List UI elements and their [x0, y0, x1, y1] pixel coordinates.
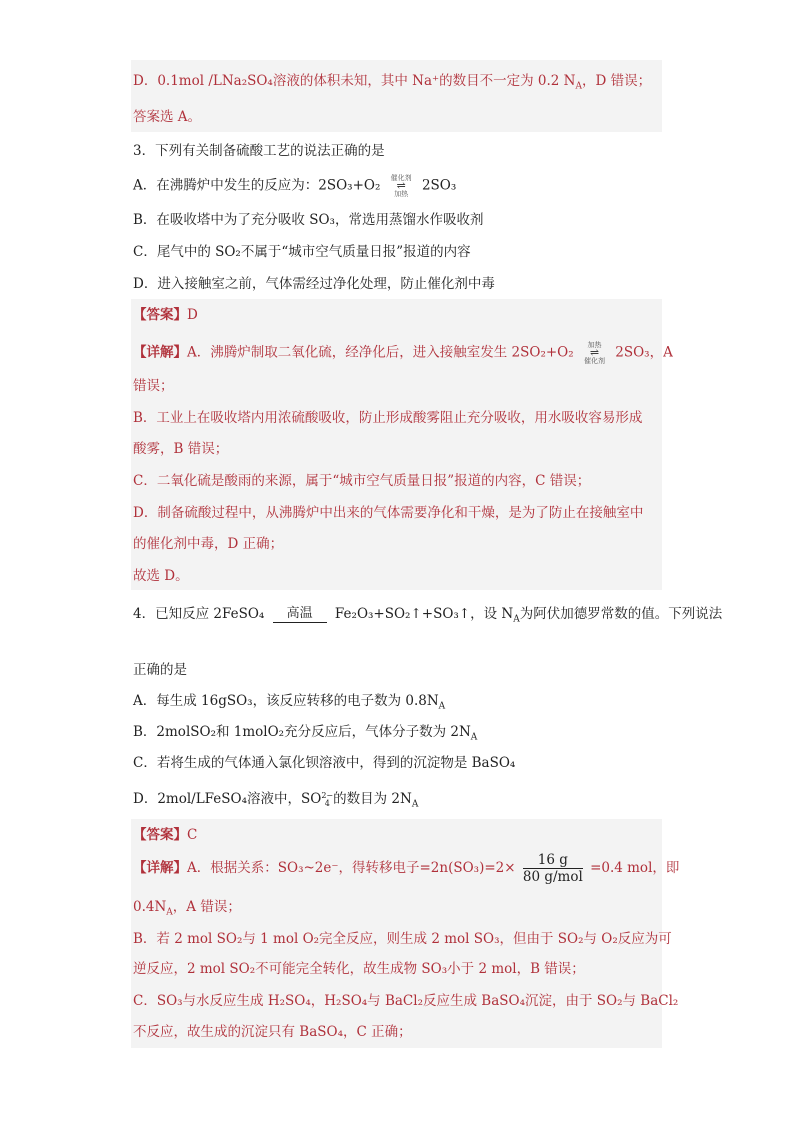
- q3-option-d: D．进入接触室之前，气体需经过净化处理，防止催化剂中毒: [133, 276, 495, 292]
- q3-option-a: A．在沸腾炉中发生的反应为：2SO₃+O₂ 催化剂 ⇌ 加热 2SO₃: [133, 174, 457, 198]
- q3-detail-b-cont: 酸雾，B 错误；: [133, 441, 229, 457]
- fraction: $\frac{16 g}{\text{80 g/mol}}$: [522, 852, 583, 885]
- q3-stem: 3．下列有关制备硫酸工艺的说法正确的是: [133, 143, 385, 159]
- q4-detail-a: 【详解】A．根据关系：SO₃~2e⁻，得转移电子=2n(SO₃)=2× $\frac{16 g}{\text{80 g/mol}}$ =0.4 mol，即: [133, 852, 680, 885]
- q3-detail-a-cont: 错误；: [133, 378, 174, 394]
- q4-detail-b: B．若 2 mol SO₂与 1 mol O₂完全反应，则生成 2 mol SO₃，但由于 SO₂与 O₂反应为可: [133, 931, 672, 947]
- q4-stem-cont: 正确的是: [133, 662, 187, 678]
- reversible-arrow-icon: 加热 ⇌ 催化剂: [583, 341, 605, 365]
- q4-detail-c-cont: 不反应，故生成的沉淀只有 BaSO₄，C 正确；: [133, 1024, 412, 1040]
- q3-detail-c: C．二氧化硫是酸雨的来源，属于“城市空气质量日报”报道的内容，C 错误；: [133, 473, 591, 489]
- q3-detail-d-cont: 的催化剂中毒，D 正确；: [133, 536, 284, 552]
- q3-detail-b: B．工业上在吸收塔内用浓硫酸吸收，防止形成酸雾阻止充分吸收，用水吸收容易形成: [133, 410, 643, 426]
- q4-stem: 4．已知反应 2FeSO₄ 高温 Fe₂O₃+SO₂↑+SO₃↑，设 $N_A$为阿伏加德罗常数的值。下列说法: [133, 605, 723, 625]
- q3-answer: 【答案】D: [133, 307, 198, 323]
- q3-option-c: C．尾气中的 SO₂不属于“城市空气质量日报”报道的内容: [133, 244, 471, 260]
- q4-option-b: B．2molSO₂和 1molO₂充分反应后，气体分子数为 $2N_A$: [133, 724, 478, 743]
- reaction-condition: 高温: [273, 607, 327, 623]
- prev-option-d-detail: D．0.1mol /LNa₂SO₄溶液的体积未知，其中 Na⁺的数目不一定为 0.2 $N_A$，D 错误；: [133, 73, 652, 92]
- q3-detail-a: 【详解】A．沸腾炉制取二氧化硫，经净化后，进入接触室发生 2SO₂+O₂ 加热 ⇌ 催化剂 2SO₃，A: [133, 341, 673, 365]
- q4-detail-b-cont: 逆反应，2 mol SO₂不可能完全转化，故生成物 SO₃小于 2 mol，B 错误；: [133, 961, 585, 977]
- q4-option-a: A．每生成 16gSO₃，该反应转移的电子数为 $0.8N_A$: [133, 693, 446, 712]
- reversible-arrow-icon: 催化剂 ⇌ 加热: [390, 174, 412, 198]
- prev-answer-line: 答案选 A。: [133, 109, 202, 125]
- q4-detail-c: C．SO₃与水反应生成 H₂SO₄，H₂SO₄与 BaCl₂反应生成 BaSO₄沉淀，由于 SO₂与 BaCl₂: [133, 993, 679, 1009]
- q4-option-c: C．若将生成的气体通入氯化钡溶液中，得到的沉淀物是 BaSO₄: [133, 755, 516, 771]
- q3-option-b: B．在吸收塔中为了充分吸收 SO₃，常选用蒸馏水作吸收剂: [133, 212, 484, 228]
- q4-option-d: D．2mol/LFeSO₄溶液中，SO 2− 4 的数目为 $2N_A$: [133, 790, 419, 810]
- q4-answer: 【答案】C: [133, 827, 198, 843]
- q4-detail-a-cont: $0.4N_A$，A 错误；: [133, 899, 241, 918]
- q3-detail-d: D．制备硫酸过程中，从沸腾炉中出来的气体需要净化和干燥，是为了防止在接触室中: [133, 505, 644, 521]
- q3-conclusion: 故选 D。: [133, 568, 189, 584]
